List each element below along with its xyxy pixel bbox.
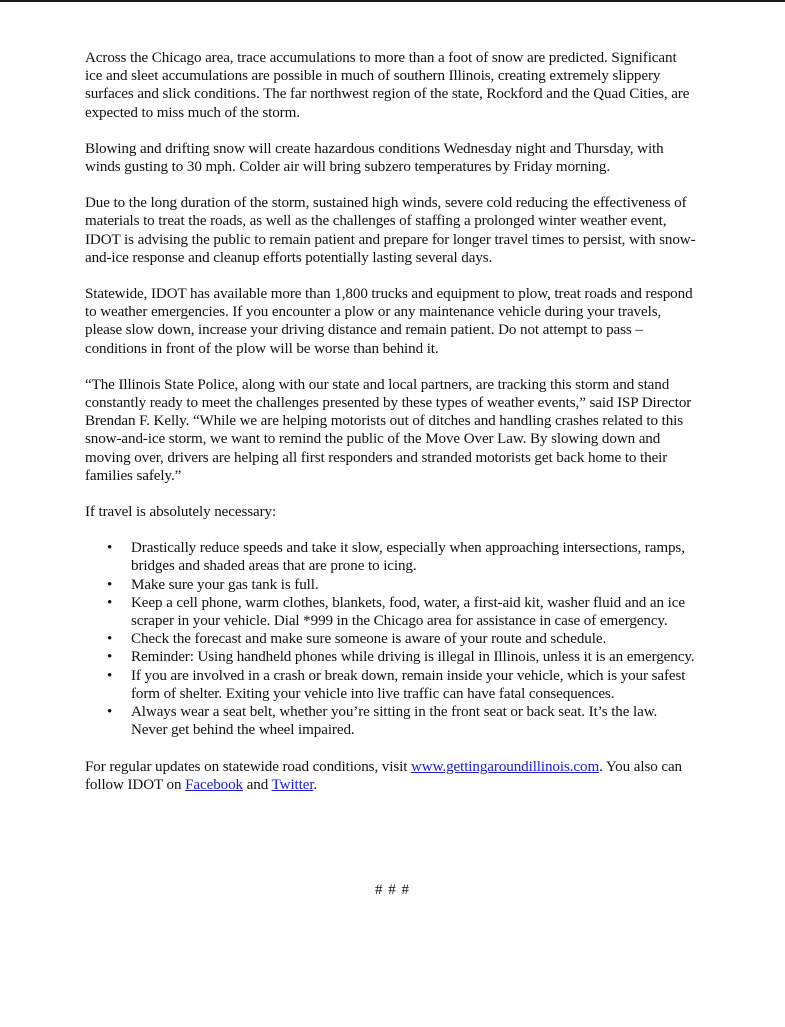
top-border-line	[0, 0, 785, 2]
paragraph-storm-duration: Due to the long duration of the storm, sustained high winds, severe cold reducing the effectiveness of materials to treat the roads, as well as the challenges of staffing a prolonged winter weather event, IDOT is advising the public to remain patient and prepare for longer travel times to persist, with snow-and-ice response and cleanup efforts potentially lasting several days.	[85, 195, 696, 266]
closing-text-and: and	[243, 776, 272, 793]
twitter-link[interactable]: Twitter	[271, 776, 314, 793]
closing-text-end: .	[313, 776, 318, 793]
list-item	[107, 539, 697, 575]
paragraph-isp-quote: “The Illinois State Police, along with our state and local partners, are tracking this storm and stand constantly ready to meet the challenges presented by these types of weather events,” said ISP Director Brendan F. Kelly. “While we are helping motorists out of ditches and handling crashes related to this snow-and-ice storm, we want to remind the public of the Move Over Law. By slowing down and moving over, drivers are helping all first responders and stranded motorists get back home to their families safely.”	[85, 376, 692, 484]
bullet-icon: •	[107, 704, 113, 721]
list-item	[107, 576, 697, 594]
document-body	[85, 49, 697, 812]
closing-text-start: For regular updates on statewide road conditions, visit	[85, 758, 411, 775]
list-item-text: Check the forecast and make sure someone is aware of your route and schedule.	[131, 631, 607, 648]
paragraph-closing	[85, 758, 697, 794]
list-item	[107, 667, 697, 703]
list-item-text: Drastically reduce speeds and take it slow, especially when approaching intersections, ramps, bridges and shaded areas that are prone to icing.	[131, 540, 685, 575]
end-of-release-mark: # # #	[375, 882, 410, 898]
bullet-icon: •	[107, 540, 113, 557]
list-item-text: Keep a cell phone, warm clothes, blankets, food, water, a first-aid kit, washer fluid and an ice scraper in your vehicle. Dial *999 in the Chicago area for assistance in case of emergency.	[131, 594, 685, 630]
paragraph-snow-forecast: Across the Chicago area, trace accumulations to more than a foot of snow are predicted. Significant ice and sleet accumulations are possible in much of southern Illinois, creating extremely slippery surfaces and slick conditions. The far northwest region of the state, Rockford and the Quad Cities, are expected to miss much of the storm.	[85, 50, 690, 121]
list-item-text: Make sure your gas tank is full.	[131, 576, 319, 593]
travel-tips-list	[85, 539, 697, 739]
paragraph-idot-equipment: Statewide, IDOT has available more than 1,800 trucks and equipment to plow, treat roads and respond to weather emergencies. If you encounter a plow or any maintenance vehicle during your travels, please slow down, increase your driving distance and remain patient. Do not attempt to pass – conditions in front of the plow will be worse than behind it.	[85, 286, 693, 357]
bullet-icon: •	[107, 576, 113, 593]
list-item-text: Reminder: Using handheld phones while driving is illegal in Illinois, unless it is an emergency.	[131, 649, 695, 666]
paragraph-wind-conditions: Blowing and drifting snow will create hazardous conditions Wednesday night and Thursday, with winds gusting to 30 mph. Colder air will bring subzero temperatures by Friday morning.	[85, 140, 664, 176]
list-item	[107, 703, 697, 739]
list-item	[107, 648, 697, 666]
facebook-link[interactable]: Facebook	[185, 776, 243, 793]
list-intro: If travel is absolutely necessary:	[85, 504, 277, 521]
website-link[interactable]: www.gettingaroundillinois.com	[410, 758, 600, 775]
bullet-icon: •	[107, 649, 113, 666]
list-item-text: Always wear a seat belt, whether you’re sitting in the front seat or back seat. It’s the law. Never get behind the wheel impaired.	[131, 704, 658, 739]
list-item-text: If you are involved in a crash or break down, remain inside your vehicle, which is your safest form of shelter. Exiting your vehicle into live traffic can have fatal consequences.	[131, 667, 686, 702]
list-item	[107, 594, 697, 630]
bullet-icon: •	[107, 631, 113, 648]
list-item	[107, 630, 697, 648]
bullet-icon: •	[107, 667, 113, 684]
closing-text-middle: . You also can follow IDOT on	[85, 758, 682, 793]
bullet-icon: •	[107, 594, 113, 611]
